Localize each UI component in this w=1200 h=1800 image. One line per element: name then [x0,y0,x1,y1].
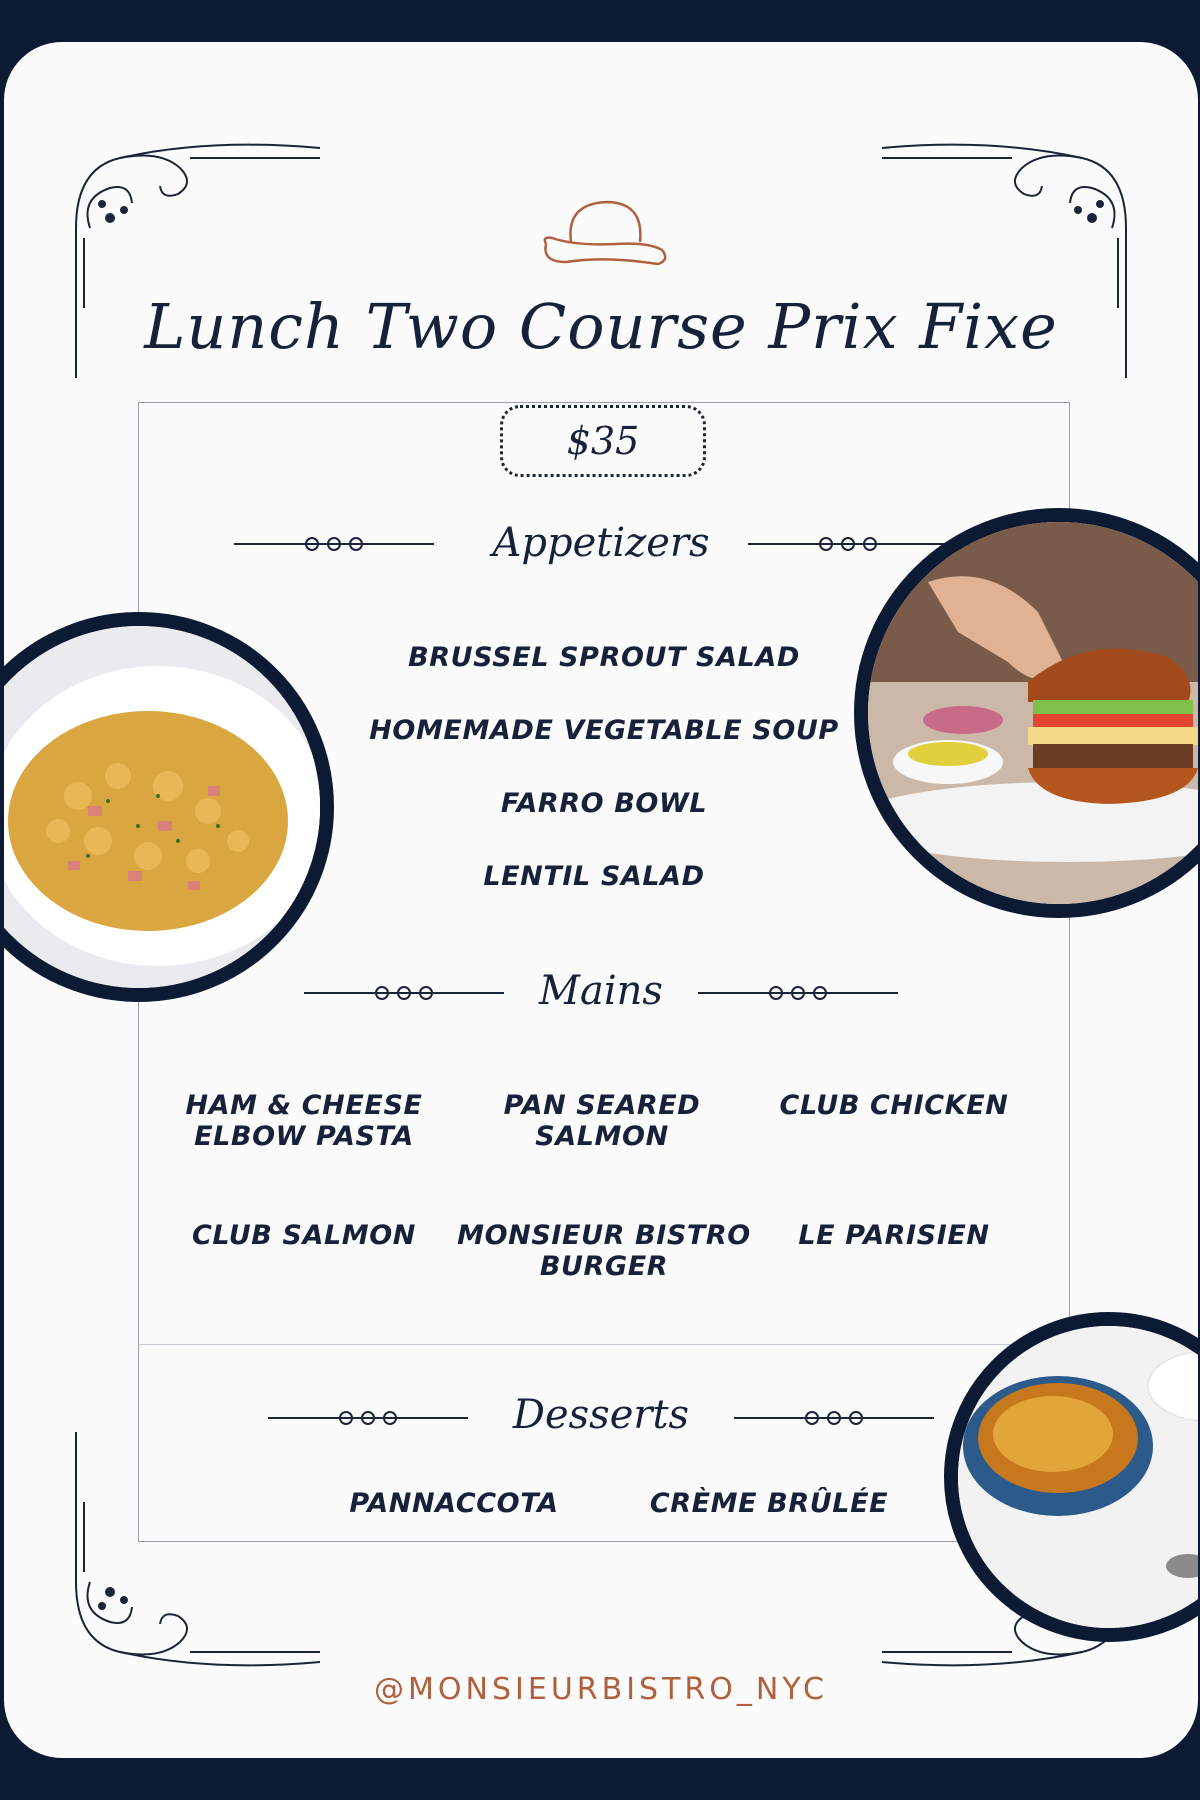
divider-ornament-icon [698,983,898,1003]
menu-item: LENTIL SALAD [483,861,705,892]
section-heading-desserts: Desserts [512,1392,690,1438]
price-badge: $35 [500,405,706,477]
section-heading-mains: Mains [539,968,663,1014]
menu-item: PANNACCOTA [349,1488,559,1519]
menu-item: PAN SEARED SALMON [503,1090,701,1152]
bowler-hat-icon [536,192,676,272]
menu-item: CRÈME BRÛLÉE [649,1488,889,1519]
menu-item: HOMEMADE VEGETABLE SOUP [369,715,839,746]
divider-ornament-icon [748,534,948,554]
menu-item: BRUSSEL SPROUT SALAD [408,642,800,673]
menu-item: CLUB SALMON [191,1220,416,1251]
divider-ornament-icon [734,1408,934,1428]
social-handle[interactable]: @MONSIEURBISTRO_NYC [374,1672,828,1707]
menu-item: HAM & CHEESE ELBOW PASTA [185,1090,423,1152]
menu-item: MONSIEUR BISTRO BURGER [457,1220,751,1282]
menu-item: FARRO BOWL [500,788,708,819]
menu-item: CLUB CHICKEN [779,1090,1009,1121]
menu-card [4,42,1198,1758]
frame-divider [138,1344,1070,1345]
section-heading-appetizers: Appetizers [492,520,710,566]
menu-item: LE PARISIEN [798,1220,990,1251]
page-title: Lunch Two Course Prix Fixe [144,290,1058,363]
